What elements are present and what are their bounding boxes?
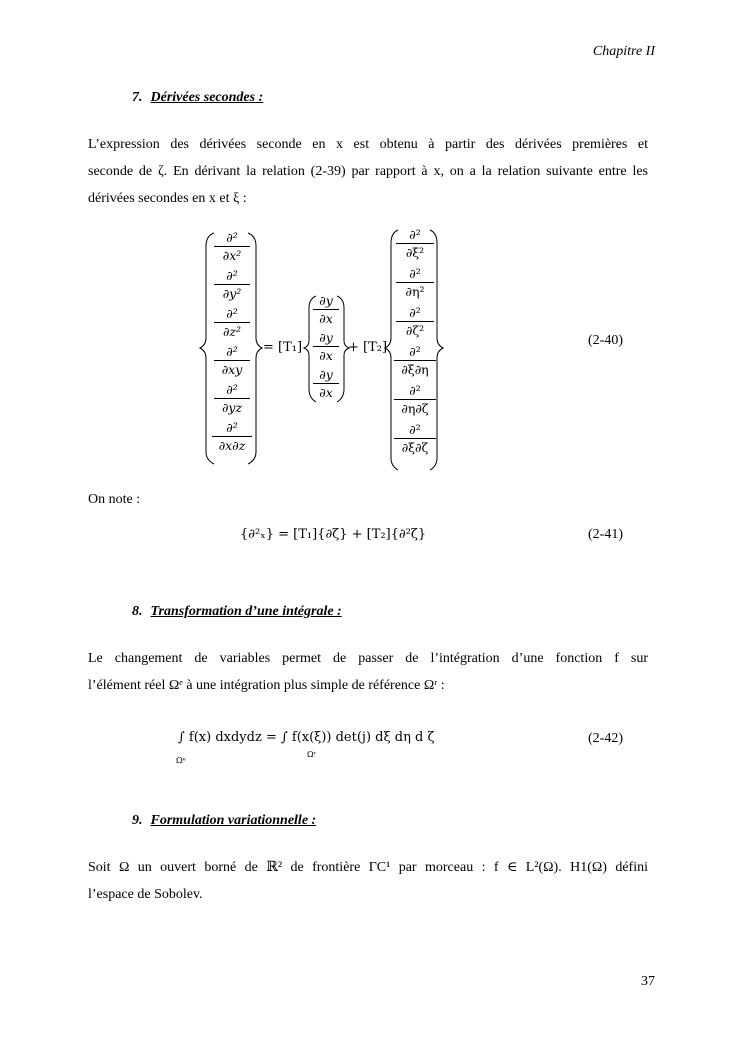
rhs-fraction: ∂² ∂ζ² [396,305,434,338]
section-8-heading [132,604,342,620]
equation-2-41: {∂²ₓ} = [T₁]{∂ζ} + [T₂]{∂²ζ} [240,527,427,542]
paragraph-line: l’élément réel Ωᵉ à une intégration plus simple de référence Ωʳ : [88,678,445,693]
note-label: On note : [88,492,141,507]
mid-fraction: ∂y ∂x [313,330,339,363]
equation-number: (2-40) [588,333,623,348]
section-7-heading [132,90,263,106]
paragraph-line: Le changement de variables permet de passer de l’intégration d’une fonction f sur [88,651,648,666]
omega-r-subscript: Ωʳ [307,750,317,759]
rhs-fraction: ∂² ∂ξ∂ζ [394,422,436,455]
rhs-fraction: ∂² ∂η∂ζ [394,383,436,416]
omega-e-subscript: Ωᵉ [176,756,186,765]
equation-number: (2-42) [588,731,623,746]
page-number: 37 [641,974,655,989]
section-7-title: Dérivées secondes : [150,90,264,105]
t2-operator: + [T₂] [348,340,388,355]
section-9-paragraph [88,854,648,908]
section-7-paragraph [88,131,648,212]
paragraph-line: l’espace de Sobolev. [88,887,203,902]
lhs-fraction: ∂² ∂yz [214,382,250,415]
paragraph-line: Soit Ω un ouvert borné de ℝ² de frontière ΓC¹ par morceau : f ∈ L²(Ω). H1(Ω) défini [88,860,648,875]
section-8-number: 8. [132,604,143,619]
section-9-number: 9. [132,813,143,828]
t1-operator: = [T₁] [263,340,303,355]
rhs-fraction: ∂² ∂ξ∂η [394,344,436,377]
section-8-title: Transformation d’une intégrale : [150,604,342,619]
lhs-fraction: ∂² ∂x² [214,230,250,263]
lhs-fraction: ∂² ∂z² [214,306,250,339]
paragraph-line: dérivées secondes en x et ξ : [88,191,247,206]
paragraph-line: seconde de ζ. En dérivant la relation (2-39) par rapport à x, on a la relation suivante entre les [88,164,648,179]
section-9-heading [132,813,316,829]
rhs-fraction: ∂² ∂η² [396,266,434,299]
paragraph-line: L’expression des dérivées seconde en x est obtenu à partir des dérivées premières et [88,137,648,152]
equation-number: (2-41) [588,527,623,542]
chapter-header: Chapitre II [592,44,655,59]
section-9-title: Formulation variationnelle : [150,813,317,828]
rhs-fraction: ∂² ∂ξ² [396,227,434,260]
section-7-number: 7. [132,90,143,105]
mid-fraction: ∂y ∂x [313,367,339,400]
lhs-fraction: ∂² ∂xy [214,344,250,377]
lhs-fraction: ∂² ∂y² [214,268,250,301]
mid-fraction: ∂y ∂x [313,293,339,326]
equation-2-42: ∫ f(x) dxdydz = ∫ f(x(ξ)) det(j) dξ dη d ζ [178,730,435,745]
section-8-paragraph [88,645,648,699]
lhs-fraction: ∂² ∂x∂z [212,420,252,453]
